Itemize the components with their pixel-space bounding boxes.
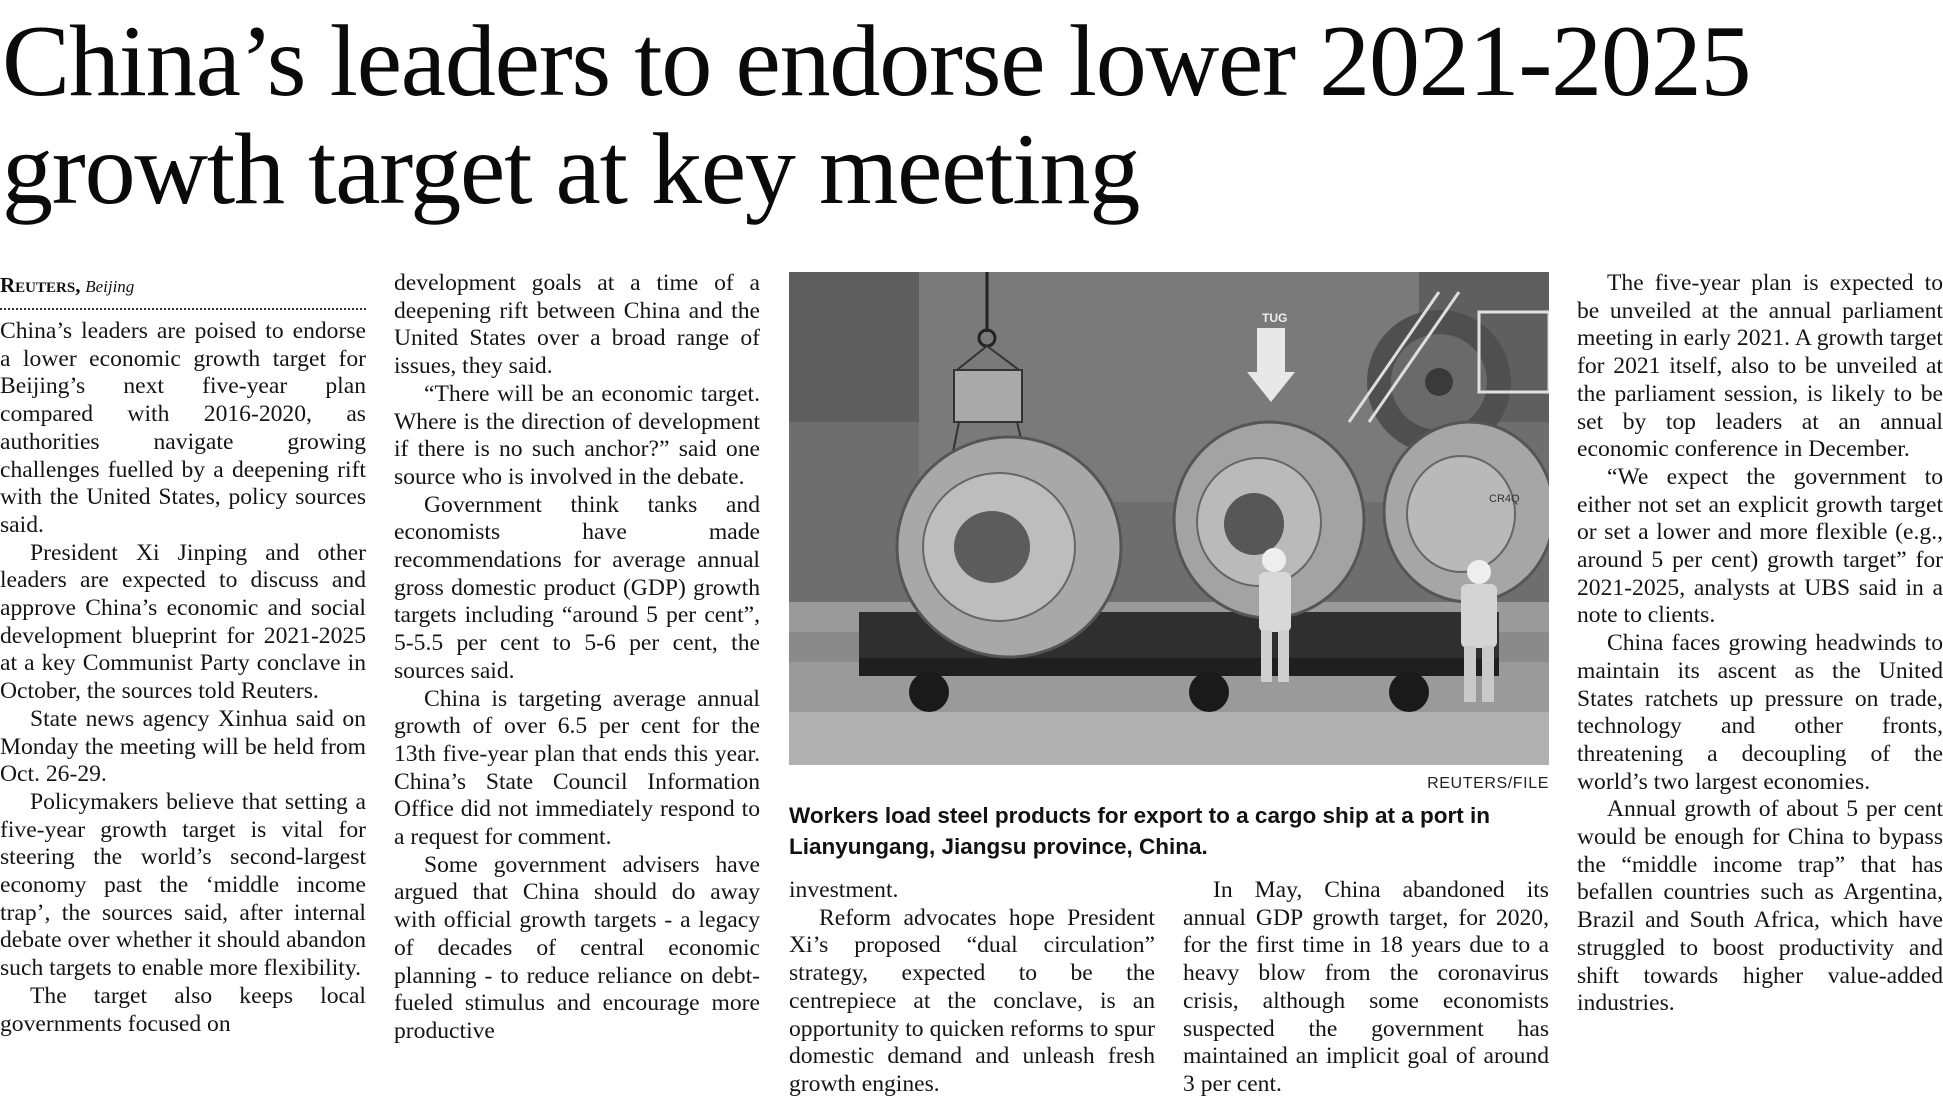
paragraph: In May, China abandoned its annual GDP growth target, for 2020, for the first time in 18 years due to a heavy blow from the coronavirus crisis, although some economists suspected the government has maintained an implicit goal of around 3 per cent. xyxy=(1183,877,1549,1097)
paragraph: China is targeting average annual growth of over 6.5 per cent for the 13th five-year plan that ends this year. China’s State Council Information Office did not immediately respond to a request for comment. xyxy=(394,685,760,851)
article-column-1 xyxy=(0,318,366,1104)
paragraph: development goals at a time of a deepening rift between China and the United States over a broad range of issues, they said. xyxy=(394,270,760,380)
ship-marking: TUG xyxy=(1262,311,1288,325)
paragraph: Annual growth of about 5 per cent would be enough for China to bypass the “middle income trap” that has befallen countries such as Argentina, Brazil and South Africa, which have struggled to boost productivity and shift towards higher value-added industries. xyxy=(1577,796,1943,1017)
photo-caption: Workers load steel products for export to a cargo ship at a port in Lianyungang, Jiangsu province, China. xyxy=(789,803,1490,859)
paragraph: President Xi Jinping and other leaders are expected to discuss and approve China’s economic and social development blueprint for 2021-2025 at a key Communist Party conclave in October, the sources told Reuters. xyxy=(0,539,366,705)
paragraph: Government think tanks and economists have made recommendations for average annual gross domestic product (GDP) growth targets including “around 5 per cent”, 5-5.5 per cent to 5-6 per cent, the sources said. xyxy=(394,491,760,684)
paragraph: Policymakers believe that setting a five-year growth target is vital for steering the world’s second-largest economy past the ‘middle income trap’, the sources said, after internal debate over whether it should abandon such targets to enable more flexibility. xyxy=(0,788,366,982)
paragraph: The five-year plan is expected to be unveiled at the annual parliament meeting in early 2021. A growth target for 2021 itself, also to be unveiled at the parliament session, is likely to be set by top leaders at an annual economic conference in December. xyxy=(1577,270,1943,463)
paragraph: “There will be an economic target. Where is the direction of development if there is no such anchor?” said one source who is involved in the debate. xyxy=(394,380,760,490)
steel-coil xyxy=(1384,422,1549,602)
byline-city: Beijing xyxy=(85,277,135,296)
photo-credit: REUTERS/FILE xyxy=(1427,775,1549,792)
coil-marking: CR4Q xyxy=(1489,493,1520,505)
headline: China’s leaders to endorse lower 2021-2025 growth target at key meeting xyxy=(2,5,1751,226)
steel-coil xyxy=(897,437,1121,657)
paragraph: Reform advocates hope President Xi’s proposed “dual circulation” strategy, expected to be the centrepiece at the conclave, is an opportunity to quicken reforms to spur domestic demand and unleash fresh growth engines. xyxy=(789,904,1155,1097)
paragraph: State news agency Xinhua said on Monday the meeting will be held from Oct. 26-29. xyxy=(0,705,366,788)
paragraph: The target also keeps local governments focused on xyxy=(0,982,366,1037)
byline xyxy=(0,272,366,310)
article-column-2 xyxy=(394,270,760,1104)
byline-agency: Reuters, xyxy=(0,273,81,297)
paragraph: China’s leaders are poised to endorse a lower economic growth target for Beijing’s next five-year plan compared with 2016-2020, as authorities navigate growing challenges fuelled by a deepening rift with the United States, policy sources said. xyxy=(0,318,366,538)
article-column-4 xyxy=(1183,877,1549,1104)
paragraph: “We expect the government to either not set an explicit growth target or set a lower and more flexible (e.g., around 5 per cent) growth target” for 2021-2025, analysts at UBS said in a note to clients. xyxy=(1577,463,1943,629)
paragraph: China faces growing headwinds to maintain its ascent as the United States ratchets up pressure on trade, technology and other fronts, threatening a decoupling of the world’s two largest economies. xyxy=(1577,630,1943,795)
article-column-5 xyxy=(1577,270,1943,1104)
news-photo xyxy=(789,272,1549,765)
paragraph: investment. xyxy=(789,877,899,903)
article-column-3 xyxy=(789,877,1155,1104)
paragraph: Some government advisers have argued that China should do away with official growth targets - a legacy of decades of central economic planning - to reduce reliance on debt-fueled stimulus and encourage more productive xyxy=(394,851,760,1044)
